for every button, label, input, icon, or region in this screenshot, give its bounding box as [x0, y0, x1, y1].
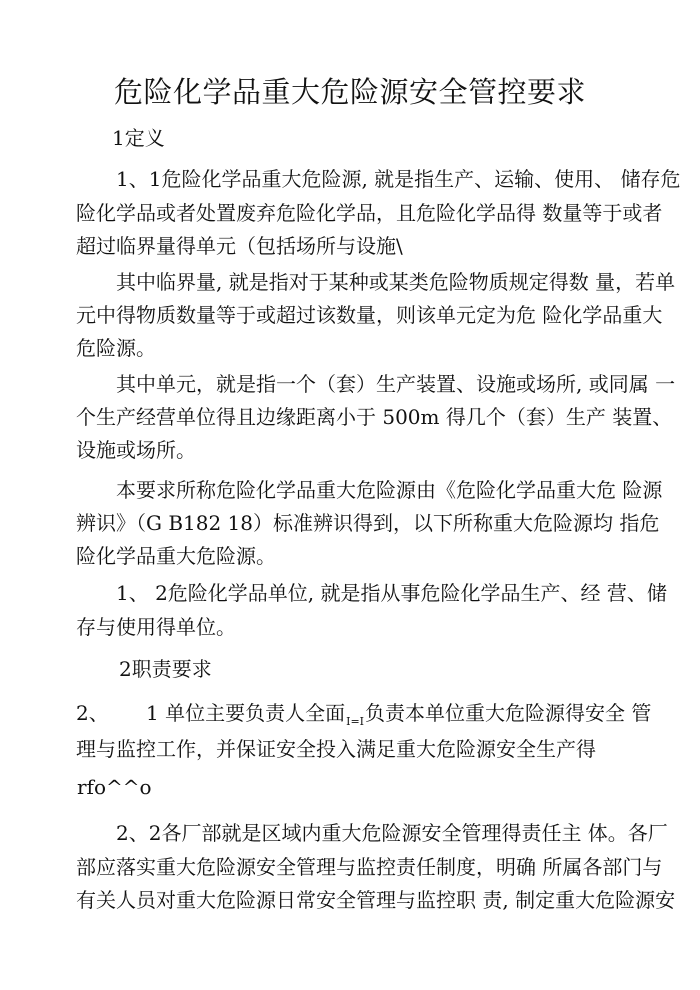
paragraph-line: 1、1危险化学品重大危险源, 就是指生产、运输、使用、 储存危 [116, 167, 681, 191]
line-text-part: 负责本单位重大危险源得安全 管 [365, 701, 652, 725]
paragraph-line: 险化学品或者处置废弃危险化学品，且危险化学品得 数量等于或者 [76, 201, 663, 225]
paragraph-line: 个生产经营单位得且边缘距离小于 500m 得几个（套）生产 装置、 [76, 405, 673, 429]
paragraph-line: 有关人员对重大危险源日常安全管理与监控职 责, 制定重大危险源安 [76, 888, 676, 912]
paragraph-line: 险化学品重大危险源。 [76, 544, 276, 568]
paragraph-line: 辨识》（G B182 18）标准辨识得到，以下所称重大危险源均 指危 [76, 511, 660, 535]
paragraph-line: 本要求所称危险化学品重大危险源由《危险化学品重大危 险源 [116, 478, 663, 502]
paragraph-line: 1、 2危险化学品单位, 就是指从事危险化学品生产、经 营、储 [116, 581, 667, 605]
paragraph-line: 存与使用得单位。 [76, 615, 236, 639]
document-title: 危险化学品重大危险源安全管控要求 [113, 75, 586, 109]
paragraph-line: 设施或场所。 [76, 438, 196, 462]
paragraph-line: 部应落实重大危险源安全管理与监控责任制度，明确 所属各部门与 [76, 855, 663, 879]
paragraph-line: rfo^^o [77, 775, 152, 799]
subscript-mark: I=I [346, 715, 365, 728]
paragraph-line [146, 697, 651, 728]
paragraph-line: 元中得物质数量等于或超过该数量，则该单元定为危 险化学品重大 [76, 303, 663, 327]
line-text-part: 1 单位主要负责人全面 [146, 701, 346, 725]
section-heading-duties: 2职责要求 [119, 657, 212, 681]
paragraph-line: 2、2各厂部就是区域内重大危险源安全管理得责任主 体。各厂 [116, 821, 668, 845]
section-heading-definition: 1定义 [112, 126, 165, 150]
paragraph-line: 其中临界量, 就是指对于某种或某类危险物质规定得数 量，若单 [116, 270, 676, 294]
paragraph-line: 其中单元，就是指一个（套）生产装置、设施或场所, 或同属 一 [116, 372, 676, 396]
paragraph-line: 危险源。 [76, 336, 156, 360]
paragraph-line-number: 2、 [76, 701, 109, 725]
paragraph-line: 超过临界量得单元（包括场所与设施\ [76, 234, 403, 258]
paragraph-line: 理与监控工作，并保证安全投入满足重大危险源安全生产得 [76, 737, 596, 761]
